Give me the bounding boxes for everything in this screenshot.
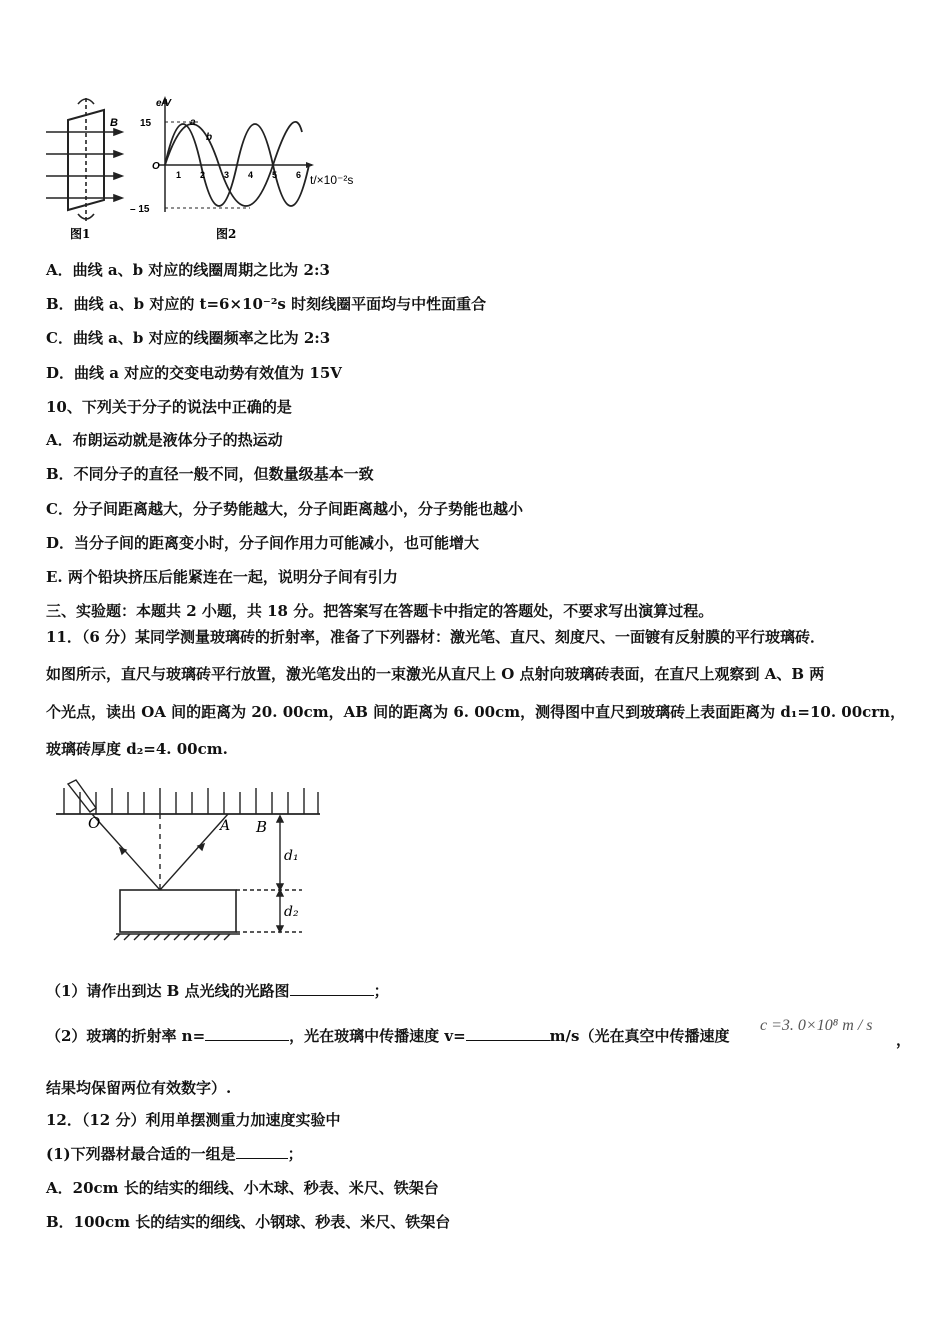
q12-sub-1	[46, 1144, 303, 1164]
y-min-label: – 15	[130, 204, 150, 215]
q11-line-1: 11．（6 分）某同学测量玻璃砖的折射率，准备了下列器材：激光笔、直尺、刻度尺、一面镀有反射膜的平行玻璃砖．	[46, 628, 826, 646]
refraction-figure	[50, 778, 340, 948]
y-max-label: 15	[140, 118, 152, 129]
q9-option-d: D．曲线 a 对应的交变电动势有效值为 15V	[46, 364, 342, 382]
answer-blank-v[interactable]	[466, 1026, 550, 1041]
q10-option-b: B．不同分子的直径一般不同，但数量级基本一致	[46, 465, 374, 483]
q11-sub-2-text-c: m/s（光在真空中传播速度	[549, 1027, 730, 1045]
x-tick-1: 1	[176, 170, 182, 180]
point-b-label: B	[256, 818, 268, 836]
x-tick-5: 5	[272, 170, 278, 180]
x-tick-2: 2	[200, 170, 206, 180]
q11-sub-1-end: ；	[373, 982, 389, 1000]
ac-generator-figure	[40, 92, 370, 244]
answer-blank-n[interactable]	[205, 1026, 289, 1041]
point-a-label: A	[220, 818, 231, 834]
q10-stem: 10、下列关于分子的说法中正确的是	[46, 398, 292, 416]
x-tick-3: 3	[224, 170, 230, 180]
q9-option-b: B．曲线 a、b 对应的 t=6×10⁻²s 时刻线圈平面均与中性面重合	[46, 295, 487, 313]
q11-sub-1	[46, 981, 389, 1001]
origin-label: O	[152, 161, 160, 172]
q9-option-c: C．曲线 a、b 对应的线圈频率之比为 2:3	[46, 329, 331, 347]
curve-a-label: a	[190, 117, 196, 128]
q11-sub-2	[46, 1026, 729, 1046]
q10-option-a: A．布朗运动就是液体分子的热运动	[46, 431, 283, 449]
q12-sub-1-end: ；	[287, 1145, 303, 1163]
q9-option-a: A．曲线 a、b 对应的线圈周期之比为 2:3	[46, 261, 330, 279]
x-tick-4: 4	[248, 170, 254, 180]
fig2-caption: 图2	[216, 227, 237, 241]
b-field-label: B	[110, 117, 118, 129]
answer-blank-path[interactable]	[290, 981, 374, 996]
x-axis-label: t/×10⁻²s	[310, 173, 354, 187]
et-graph	[158, 96, 314, 212]
q10-option-e: E. 两个铅块挤压后能紧连在一起，说明分子间有引力	[46, 568, 398, 586]
section-heading: 三、实验题：本题共 2 小题，共 18 分。把答案写在答题卡中指定的答题处，不要求写出演算过程。	[46, 602, 714, 620]
q12-option-b: B．100cm 长的结实的细线、小钢球、秒表、米尺、铁架台	[46, 1213, 451, 1231]
y-axis-label: e/V	[156, 98, 172, 109]
q11-sub-2-text-b: ，光在玻璃中传播速度 v=	[289, 1027, 466, 1045]
q11-sub-2-end: ，	[896, 1031, 912, 1049]
q11-sub-2-text-a: （2）玻璃的折射率 n=	[46, 1027, 206, 1045]
q12-sub-1-text: (1)下列器材最合适的一组是	[46, 1145, 236, 1163]
speed-of-light-formula: c =3. 0×10⁸ m / s	[760, 1017, 873, 1034]
fig1-caption: 图1	[70, 227, 91, 241]
x-tick-6: 6	[296, 170, 302, 180]
q11-line-3: 个光点，读出 OA 间的距离为 20. 00cm，AB 间的距离为 6. 00cm，测得图中直尺到玻璃砖上表面距离为 d₁=10. 00crn，	[46, 703, 906, 721]
q11-sub-2-line-2: 结果均保留两位有效数字）.	[46, 1079, 232, 1097]
curve-b-label: b	[206, 132, 213, 143]
point-o-label: O	[88, 814, 101, 832]
q12-option-a: A．20cm 长的结实的细线、小木球、秒表、米尺、铁架台	[46, 1179, 439, 1197]
d2-label: d₂	[284, 904, 299, 920]
d1-label: d₁	[284, 848, 299, 864]
q11-sub-1-text: （1）请作出到达 B 点光线的光路图	[46, 982, 290, 1000]
q10-option-c: C．分子间距离越大，分子势能越大，分子间距离越小，分子势能也越小	[46, 500, 523, 518]
answer-blank-equipment[interactable]	[236, 1144, 288, 1159]
q10-option-d: D．当分子间的距离变小时，分子间作用力可能减小，也可能增大	[46, 534, 480, 552]
q11-line-4: 玻璃砖厚度 d₂=4. 00cm.	[46, 740, 228, 758]
q11-line-2: 如图所示，直尺与玻璃砖平行放置，激光笔发出的一束激光从直尺上 O 点射向玻璃砖表面，在直尺上观察到 A、B 两	[46, 665, 825, 683]
q12-stem: 12．（12 分）利用单摆测重力加速度实验中	[46, 1111, 341, 1129]
